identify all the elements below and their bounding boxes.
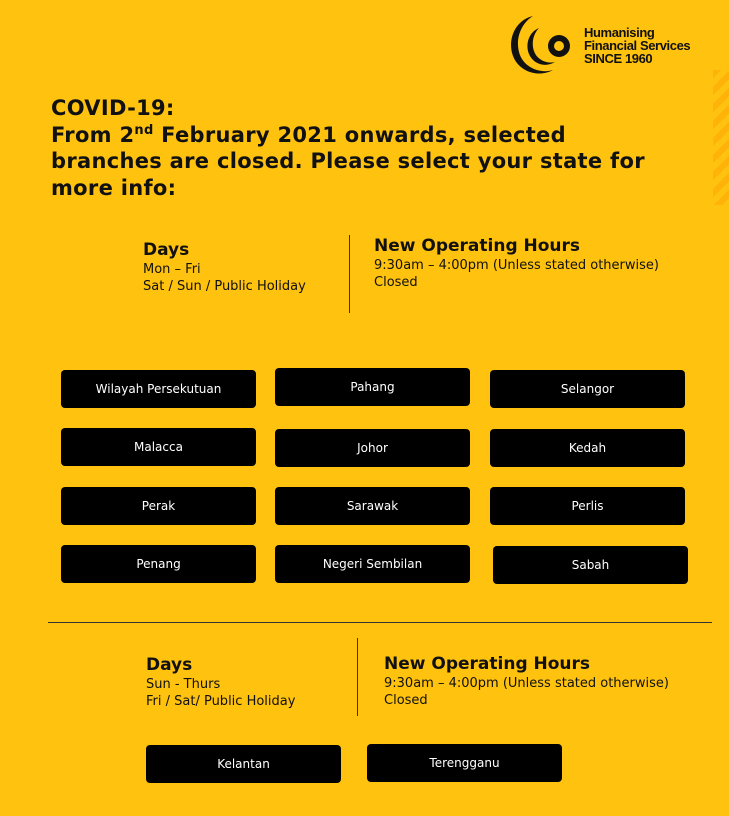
state-button-kelantan[interactable]: Kelantan <box>146 745 341 783</box>
hours-weekdays: 9:30am – 4:00pm (Unless stated otherwise) <box>374 258 659 273</box>
logo-tagline <box>584 26 690 65</box>
state-button-perak[interactable]: Perak <box>61 487 256 525</box>
state-button-negeri-sembilan[interactable]: Negeri Sembilan <box>275 545 470 583</box>
state-button-malacca[interactable]: Malacca <box>61 428 256 466</box>
logo-tagline-line: Humanising <box>584 25 655 40</box>
hours-weekdays: 9:30am – 4:00pm (Unless stated otherwise) <box>384 676 669 691</box>
state-button-kedah[interactable]: Kedah <box>490 429 685 467</box>
state-button-terengganu[interactable]: Terengganu <box>367 744 562 782</box>
headline-line: COVID-19: <box>51 96 175 120</box>
hours-column <box>374 235 659 291</box>
days-weekdays: Mon – Fri <box>143 262 201 277</box>
state-button-wilayah-persekutuan[interactable]: Wilayah Persekutuan <box>61 370 256 408</box>
hours-weekend: Closed <box>384 693 428 708</box>
state-button-johor[interactable]: Johor <box>275 429 470 467</box>
headline-line: branches are closed. Please select your state for <box>51 149 645 173</box>
schedule-east <box>146 638 706 718</box>
headline-fragment: February 2021 onwards, selected <box>153 122 566 147</box>
state-button-selangor[interactable]: Selangor <box>490 370 685 408</box>
logo-tagline-line: Financial Services <box>584 38 691 53</box>
decorative-pattern <box>713 70 729 205</box>
days-weekdays: Sun - Thurs <box>146 677 221 692</box>
days-column <box>143 239 306 295</box>
hours-title: New Operating Hours <box>374 236 581 256</box>
column-divider <box>357 638 358 716</box>
headline-line <box>51 122 701 149</box>
logo <box>503 10 723 80</box>
state-button-pahang[interactable]: Pahang <box>275 368 470 406</box>
hours-title: New Operating Hours <box>384 654 591 674</box>
column-divider <box>349 235 350 313</box>
headline-fragment: From 2 <box>51 122 135 147</box>
state-button-penang[interactable]: Penang <box>61 545 256 583</box>
crescent-logo-icon <box>503 10 573 80</box>
schedule-west <box>143 235 703 315</box>
hours-column <box>384 653 669 709</box>
section-divider <box>48 622 712 623</box>
state-button-sabah[interactable]: Sabah <box>493 546 688 584</box>
hours-weekend: Closed <box>374 275 418 290</box>
days-title: Days <box>143 240 190 260</box>
headline-superscript: nd <box>134 122 154 138</box>
page-title <box>51 95 701 201</box>
state-button-perlis[interactable]: Perlis <box>490 487 685 525</box>
days-column <box>146 654 295 710</box>
days-weekend: Sat / Sun / Public Holiday <box>143 279 306 294</box>
days-title: Days <box>146 655 193 675</box>
logo-tagline-line: SINCE 1960 <box>584 51 653 66</box>
state-button-sarawak[interactable]: Sarawak <box>275 487 470 525</box>
headline-line: more info: <box>51 175 177 200</box>
days-weekend: Fri / Sat/ Public Holiday <box>146 694 296 709</box>
